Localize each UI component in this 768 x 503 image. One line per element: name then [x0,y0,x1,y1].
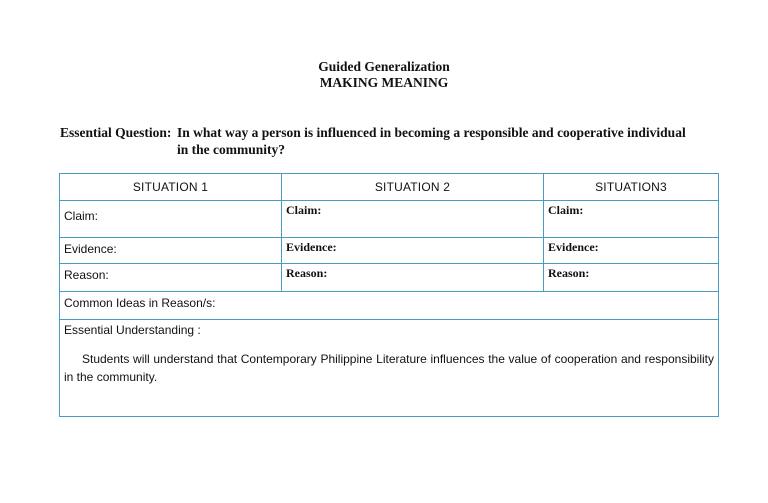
table-header-row [60,174,719,201]
claim-cell-1[interactable] [60,201,282,238]
evidence-cell-3[interactable] [544,238,719,264]
situation-table [59,173,719,417]
reason-cell-2[interactable] [282,264,544,292]
essential-question-line-2: in the community? [177,142,285,157]
reason-label-1: Reason: [64,268,109,282]
claim-cell-2[interactable] [282,201,544,238]
reason-label-3: Reason: [548,266,590,280]
evidence-cell-1[interactable] [60,238,282,264]
reason-cell-1[interactable] [60,264,282,292]
common-ideas-cell[interactable] [60,292,719,320]
essential-question-label: Essential Question: [60,125,172,140]
claim-label-3: Claim: [548,203,584,217]
table-row-essential-understanding [60,320,719,417]
essential-understanding-body: Students will understand that Contemporary Philippine Literature influences the value of cooperation and responsibility in the community. [64,352,714,384]
reason-cell-3[interactable] [544,264,719,292]
header-situation-1: SITUATION 1 [60,174,282,201]
claim-label-1: Claim: [64,209,99,223]
claim-cell-3[interactable] [544,201,719,238]
table-row-common-ideas [60,292,719,320]
reason-label-2: Reason: [286,266,328,280]
table-row-claim [60,201,719,238]
common-ideas-label: Common Ideas in Reason/s: [64,296,216,310]
document-title: Guided Generalization [318,59,450,74]
table-row-evidence [60,238,719,264]
evidence-cell-2[interactable] [282,238,544,264]
header-situation-2: SITUATION 2 [282,174,544,201]
title-block [0,59,768,91]
document-subtitle: MAKING MEANING [319,75,449,90]
evidence-label-3: Evidence: [548,240,599,254]
table-row-reason [60,264,719,292]
essential-understanding-heading: Essential Understanding : [64,323,201,337]
essential-question-text-1: In what way a person is influenced in becoming a responsible and cooperative individual [177,125,686,140]
essential-question-line-1 [60,124,740,141]
essential-question [60,124,740,158]
claim-label-2: Claim: [286,203,322,217]
header-situation-3: SITUATION3 [544,174,719,201]
evidence-label-2: Evidence: [286,240,337,254]
evidence-label-1: Evidence: [64,242,117,256]
essential-understanding-cell[interactable] [60,320,719,417]
